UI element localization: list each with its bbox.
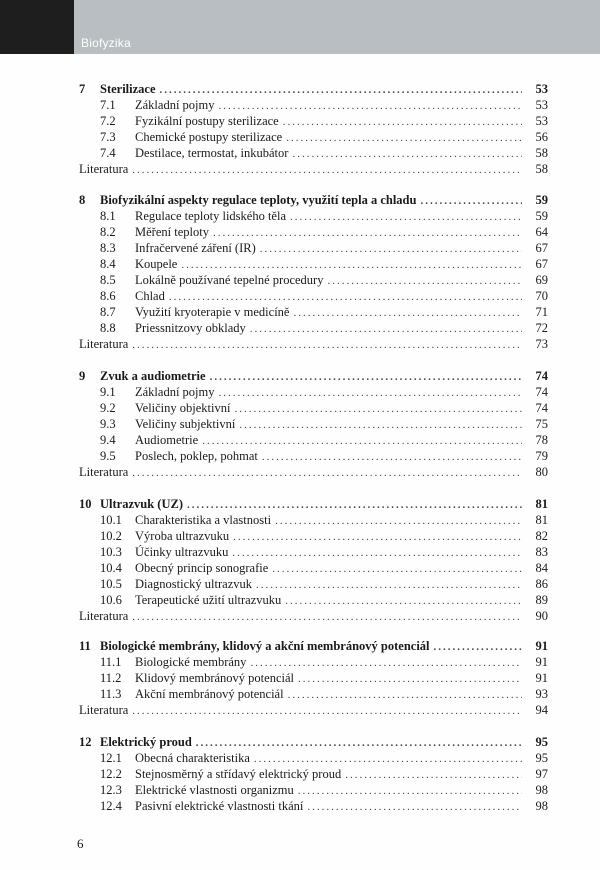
toc-section-number: 10.6 — [100, 593, 122, 607]
toc-literature-title: Literatura — [79, 337, 129, 351]
dot-leader — [202, 433, 522, 448]
toc-literature — [79, 464, 548, 480]
dot-leader — [250, 321, 522, 336]
toc-section-title: Biologické membrány — [135, 655, 247, 669]
toc-section-title: Využití kryoterapie v medicíně — [135, 305, 290, 319]
dot-leader — [187, 497, 522, 512]
toc-section — [100, 686, 548, 702]
toc-section — [100, 750, 548, 766]
toc-section-number: 9.5 — [100, 449, 116, 463]
toc-section — [100, 560, 548, 576]
toc-section-number: 8.2 — [100, 225, 116, 239]
dot-leader — [213, 225, 522, 240]
toc-section-title: Stejnosměrný a střídavý elektrický proud — [135, 767, 342, 781]
dot-leader — [132, 465, 522, 480]
dot-leader — [160, 82, 522, 97]
toc-section-title: Destilace, termostat, inkubátor — [135, 146, 289, 160]
toc-section-title: Obecná charakteristika — [135, 751, 250, 765]
dot-leader — [420, 193, 522, 208]
toc-section-title: Obecný princip sonografie — [135, 561, 269, 575]
toc-section-page: 91 — [535, 671, 548, 685]
dot-leader — [307, 799, 522, 814]
toc-section-number: 8.3 — [100, 241, 116, 255]
header-dark-block — [0, 0, 74, 54]
toc-section-title: Regulace teploty lidského těla — [135, 209, 286, 223]
toc-section — [100, 208, 548, 224]
toc-chapter-number: 12 — [79, 735, 92, 749]
toc-section-title: Měření teploty — [135, 225, 209, 239]
header-title: Biofyzika — [81, 36, 131, 50]
dot-leader — [256, 577, 522, 592]
dot-leader — [234, 401, 522, 416]
toc-section-title: Základní pojmy — [135, 98, 215, 112]
toc-section-page: 69 — [535, 273, 548, 287]
toc-section-title: Charakteristika a vlastnosti — [135, 513, 272, 527]
dot-leader — [232, 545, 522, 560]
toc-section-title: Veličiny subjektivní — [135, 417, 236, 431]
toc-chapter-number: 10 — [79, 497, 92, 511]
toc-literature-title: Literatura — [79, 465, 129, 479]
toc-section — [100, 272, 548, 288]
toc-section-page: 59 — [535, 209, 548, 223]
toc-chapter-title: Ultrazvuk (UZ) — [100, 497, 183, 511]
toc-section — [100, 320, 548, 336]
dot-leader — [239, 417, 522, 432]
toc-section-number: 11.2 — [100, 671, 122, 685]
toc-section-number: 10.2 — [100, 529, 122, 543]
toc-section — [100, 448, 548, 464]
toc-chapter-title: Zvuk a audiometrie — [100, 369, 206, 383]
toc-chapter-number: 11 — [79, 639, 91, 653]
toc-section — [100, 224, 548, 240]
toc-section-page: 74 — [535, 401, 548, 415]
dot-leader — [210, 369, 522, 384]
toc-section — [100, 592, 548, 608]
dot-leader — [254, 751, 522, 766]
toc-section-title: Fyzikální postupy sterilizace — [135, 114, 279, 128]
toc-section-number: 10.5 — [100, 577, 122, 591]
toc-section — [100, 113, 548, 129]
toc-section-page: 93 — [535, 687, 548, 701]
dot-leader — [327, 273, 522, 288]
dot-leader — [272, 561, 522, 576]
toc-section-number: 12.3 — [100, 783, 122, 797]
toc-section-title: Audiometrie — [135, 433, 199, 447]
toc-section — [100, 288, 548, 304]
toc-chapter-number: 8 — [79, 193, 86, 207]
toc-section-title: Poslech, poklep, pohmat — [135, 449, 258, 463]
toc-section-page: 82 — [535, 529, 548, 543]
toc-section — [100, 145, 548, 161]
toc-chapter-title: Sterilizace — [100, 82, 156, 96]
toc-section-number: 8.7 — [100, 305, 116, 319]
toc-section-number: 9.4 — [100, 433, 116, 447]
toc-literature-page: 94 — [535, 703, 548, 717]
toc-section-number: 12.4 — [100, 799, 122, 813]
toc-section-title: Terapeutické užití ultrazvuku — [135, 593, 282, 607]
toc-chapter-number: 7 — [79, 82, 86, 96]
toc-section-page: 78 — [535, 433, 548, 447]
toc-section-number: 12.1 — [100, 751, 122, 765]
toc-section-page: 64 — [535, 225, 548, 239]
toc-chapter — [79, 734, 548, 750]
toc-section-title: Elektrické vlastnosti organizmu — [135, 783, 294, 797]
toc-section-page: 71 — [535, 305, 548, 319]
dot-leader — [181, 257, 522, 272]
toc-section-title: Koupele — [135, 257, 178, 271]
toc-section — [100, 240, 548, 256]
toc-literature-page: 58 — [535, 162, 548, 176]
toc-section-number: 9.3 — [100, 417, 116, 431]
toc-section — [100, 432, 548, 448]
toc-literature-page: 90 — [535, 609, 548, 623]
dot-leader — [169, 289, 522, 304]
dot-leader — [283, 114, 522, 129]
dot-leader — [293, 305, 522, 320]
toc-section-page: 74 — [535, 385, 548, 399]
toc-section-number: 8.6 — [100, 289, 116, 303]
toc-section — [100, 798, 548, 814]
dot-leader — [292, 146, 522, 161]
toc-section — [100, 400, 548, 416]
toc-section-number: 8.8 — [100, 321, 116, 335]
dot-leader — [285, 593, 522, 608]
toc-section — [100, 766, 548, 782]
toc-literature-page: 80 — [535, 465, 548, 479]
toc-section-number: 10.4 — [100, 561, 122, 575]
toc-section-number: 7.2 — [100, 114, 116, 128]
toc-literature — [79, 608, 548, 624]
toc-section-number: 7.1 — [100, 98, 116, 112]
toc-section-title: Chlad — [135, 289, 165, 303]
toc-section-title: Priessnitzovy obklady — [135, 321, 246, 335]
toc-section-number: 10.3 — [100, 545, 122, 559]
toc-chapter-page: 59 — [535, 193, 548, 207]
toc-section-title: Klidový membránový potenciál — [135, 671, 294, 685]
toc-section-title: Veličiny objektivní — [135, 401, 231, 415]
toc-section-page: 72 — [535, 321, 548, 335]
toc-section-number: 8.1 — [100, 209, 116, 223]
toc-chapter-page: 81 — [535, 497, 548, 511]
toc-section — [100, 544, 548, 560]
toc-section-number: 7.3 — [100, 130, 116, 144]
toc-section-number: 10.1 — [100, 513, 122, 527]
dot-leader — [196, 735, 522, 750]
dot-leader — [345, 767, 522, 782]
toc-section-page: 58 — [535, 146, 548, 160]
toc-chapter-page: 53 — [535, 82, 548, 96]
dot-leader — [219, 385, 523, 400]
toc-section-title: Lokálně používané tepelné procedury — [135, 273, 324, 287]
toc-section-number: 11.3 — [100, 687, 122, 701]
page-number: 6 — [77, 836, 84, 851]
dot-leader — [132, 703, 522, 718]
toc-chapter-page: 95 — [535, 735, 548, 749]
toc-section-page: 97 — [535, 767, 548, 781]
toc-section-title: Diagnostický ultrazvuk — [135, 577, 252, 591]
dot-leader — [434, 639, 522, 654]
toc-chapter-page: 91 — [535, 639, 548, 653]
toc-section-number: 12.2 — [100, 767, 122, 781]
toc-chapter-number: 9 — [79, 369, 86, 383]
toc-section — [100, 512, 548, 528]
dot-leader — [262, 449, 522, 464]
toc-section-page: 81 — [535, 513, 548, 527]
toc-section-page: 79 — [535, 449, 548, 463]
toc-chapter — [79, 638, 548, 654]
toc-chapter-title: Biologické membrány, klidový a akční membránový potenciál — [100, 639, 430, 653]
toc-section-page: 70 — [535, 289, 548, 303]
toc-section-title: Základní pojmy — [135, 385, 215, 399]
toc-literature — [79, 336, 548, 352]
toc-section-page: 56 — [535, 130, 548, 144]
toc-section-page: 98 — [535, 783, 548, 797]
toc-literature-title: Literatura — [79, 609, 129, 623]
toc-section-page: 53 — [535, 114, 548, 128]
toc-section-page: 86 — [535, 577, 548, 591]
toc-literature-page: 73 — [535, 337, 548, 351]
toc-section-page: 67 — [535, 241, 548, 255]
toc-section-title: Výroba ultrazvuku — [135, 529, 230, 543]
dot-leader — [132, 609, 522, 624]
toc-section — [100, 384, 548, 400]
dot-leader — [298, 783, 522, 798]
toc-section-number: 9.2 — [100, 401, 116, 415]
toc-section — [100, 129, 548, 145]
toc-section — [100, 654, 548, 670]
toc-section-title: Účinky ultrazvuku — [135, 545, 229, 559]
toc-section-number: 8.5 — [100, 273, 116, 287]
toc-section-page: 53 — [535, 98, 548, 112]
toc-section — [100, 782, 548, 798]
toc-section-page: 67 — [535, 257, 548, 271]
toc-section-page: 83 — [535, 545, 548, 559]
toc-section — [100, 576, 548, 592]
toc-section — [100, 304, 548, 320]
toc-section-title: Chemické postupy sterilizace — [135, 130, 283, 144]
toc-section — [100, 97, 548, 113]
toc-literature-title: Literatura — [79, 162, 129, 176]
toc-section — [100, 256, 548, 272]
toc-section-page: 84 — [535, 561, 548, 575]
toc-chapter-title: Biofyzikální aspekty regulace teploty, využití tepla a chladu — [100, 193, 417, 207]
toc-literature-title: Literatura — [79, 703, 129, 717]
dot-leader — [132, 337, 522, 352]
toc-section-page: 75 — [535, 417, 548, 431]
toc-section — [100, 528, 548, 544]
running-header — [0, 0, 600, 54]
toc-section-title: Akční membránový potenciál — [135, 687, 284, 701]
dot-leader — [233, 529, 522, 544]
toc-section-page: 89 — [535, 593, 548, 607]
toc-section — [100, 416, 548, 432]
toc-chapter — [79, 496, 548, 512]
toc-chapter — [79, 81, 548, 97]
toc-section — [100, 670, 548, 686]
dot-leader — [288, 687, 522, 702]
toc-literature — [79, 702, 548, 718]
toc-section-number: 7.4 — [100, 146, 116, 160]
toc-section-page: 98 — [535, 799, 548, 813]
toc-section-number: 8.4 — [100, 257, 116, 271]
toc-section-page: 91 — [535, 655, 548, 669]
dot-leader — [275, 513, 522, 528]
toc-literature — [79, 161, 548, 177]
toc-section-title: Infračervené záření (IR) — [135, 241, 256, 255]
dot-leader — [250, 655, 522, 670]
toc-section-number: 11.1 — [100, 655, 122, 669]
dot-leader — [286, 130, 522, 145]
toc-section-page: 95 — [535, 751, 548, 765]
toc-chapter-page: 74 — [535, 369, 548, 383]
toc-chapter — [79, 368, 548, 384]
toc-section-title: Pasivní elektrické vlastnosti tkání — [135, 799, 304, 813]
toc-chapter — [79, 192, 548, 208]
dot-leader — [298, 671, 522, 686]
dot-leader — [132, 162, 522, 177]
dot-leader — [290, 209, 522, 224]
toc-chapter-title: Elektrický proud — [100, 735, 192, 749]
toc-section-number: 9.1 — [100, 385, 116, 399]
dot-leader — [260, 241, 522, 256]
dot-leader — [219, 98, 523, 113]
